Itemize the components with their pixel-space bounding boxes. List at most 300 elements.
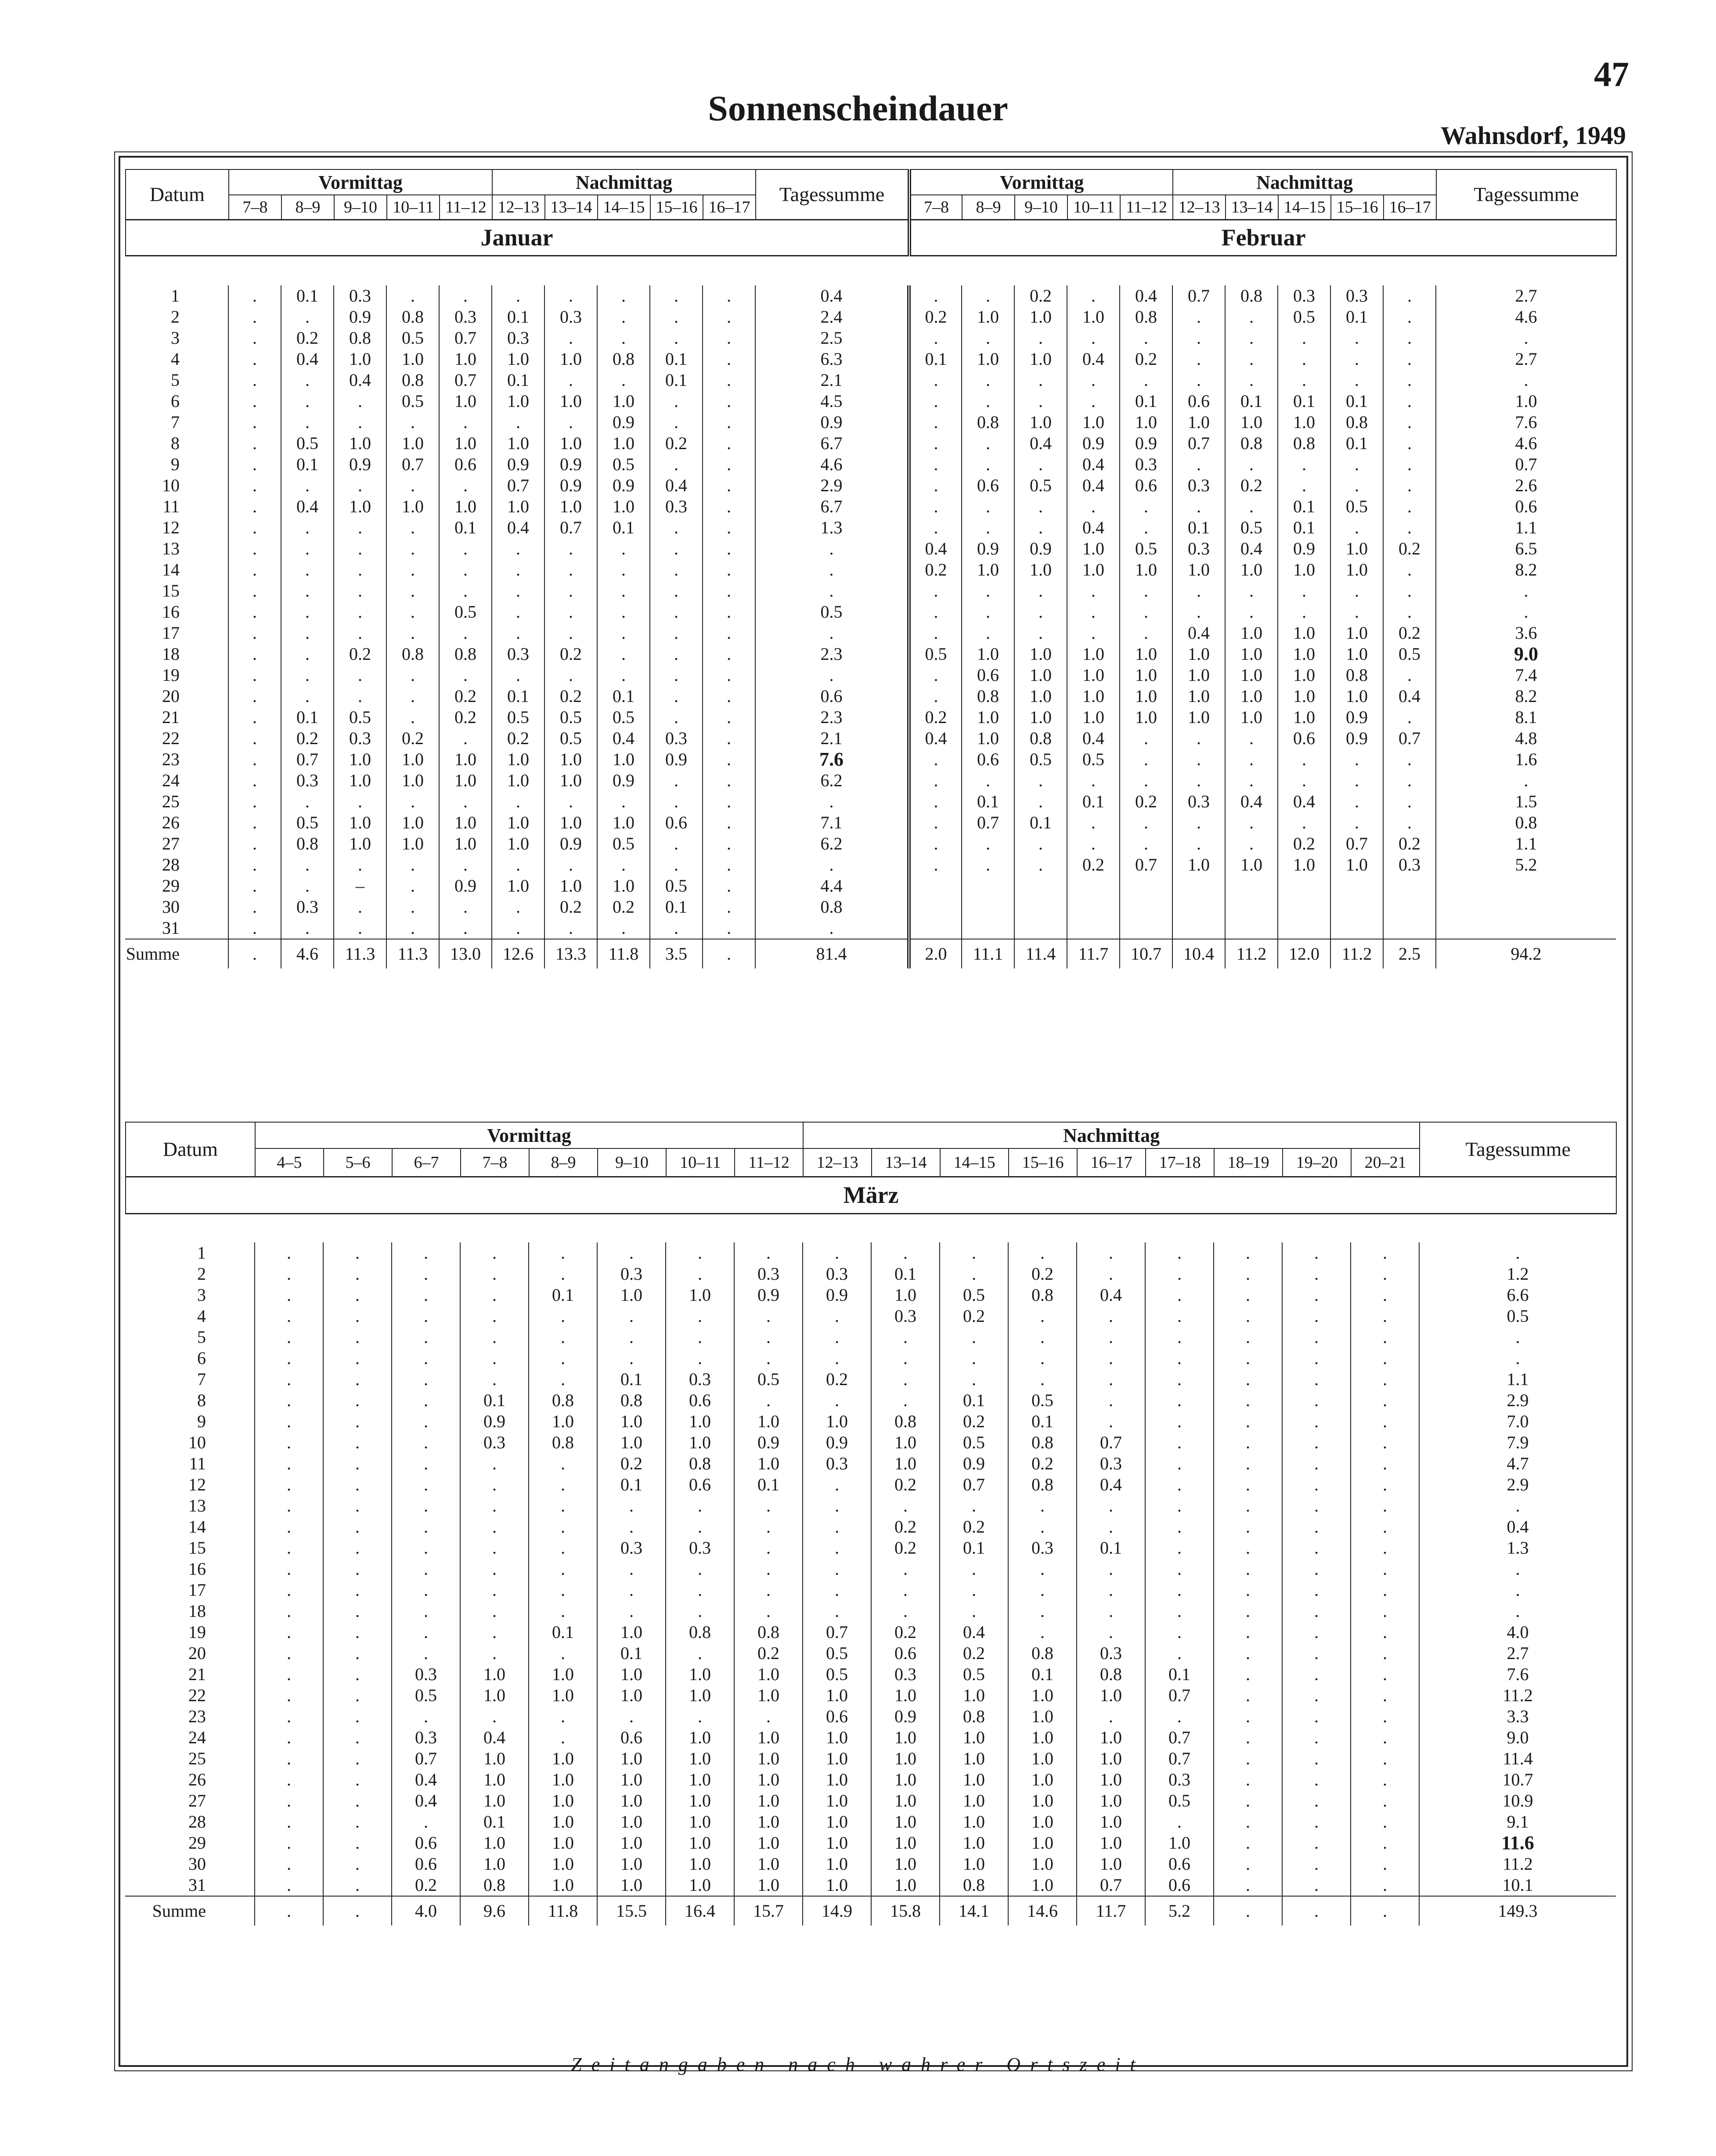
feb-hour-value: 0.3 [1278, 285, 1330, 306]
feb-hour-value: . [1330, 328, 1383, 349]
jan-hour-value: 0.6 [439, 454, 492, 475]
jan-hour-value: . [703, 875, 755, 896]
maerz-hour-value: . [1282, 1432, 1351, 1453]
maerz-hour-value: 0.3 [803, 1453, 871, 1474]
jan-daily-total: . [755, 580, 909, 601]
maerz-hour-value: . [1214, 1516, 1282, 1537]
maerz-hour-value: . [255, 1664, 323, 1685]
maerz-hour-value: . [1008, 1559, 1077, 1580]
maerz-hour-value: 0.7 [940, 1474, 1008, 1495]
maerz-hour-value: 0.3 [734, 1263, 803, 1285]
jan-hour-value: . [228, 791, 281, 812]
maerz-hour-value: 0.8 [666, 1622, 734, 1643]
jan-hour-value: 0.2 [544, 896, 597, 918]
jan-hour-value: 1.0 [386, 433, 439, 454]
maerz-hour-value: . [803, 1516, 871, 1537]
maerz-hour-value: . [1282, 1601, 1351, 1622]
feb-daily-total: 1.0 [1436, 391, 1616, 412]
jan-hour-value: 1.0 [544, 770, 597, 791]
jan-hour-value: . [228, 644, 281, 665]
feb-hour-value: 0.5 [909, 644, 962, 665]
jan-hour-value: 0.2 [544, 686, 597, 707]
feb-daily-total: 2.7 [1436, 349, 1616, 370]
feb-hour-value: 1.0 [1067, 559, 1120, 580]
maerz-hour-value: . [1145, 1285, 1214, 1306]
feb-hour-value: 0.3 [1383, 854, 1436, 875]
maerz-hour-value: . [1282, 1854, 1351, 1875]
maerz-daily-total: 7.6 [1419, 1664, 1616, 1685]
table-row [125, 1390, 1616, 1411]
jan-sum-value: 13.0 [439, 939, 492, 968]
feb-hour-value: . [1067, 833, 1120, 854]
maerz-daily-total: 2.9 [1419, 1474, 1616, 1495]
jan-hour-value: . [439, 896, 492, 918]
feb-hour-value: . [1278, 370, 1330, 391]
feb-hour-value: . [1014, 623, 1067, 644]
jan-hour-value: 1.0 [334, 812, 386, 833]
feb-hour-value [1278, 896, 1330, 918]
feb-hour-value: 1.0 [1014, 665, 1067, 686]
jan-hour-value: . [386, 791, 439, 812]
maerz-hour-value: . [255, 1348, 323, 1369]
table-row [125, 1369, 1616, 1390]
jan-sum-value: . [228, 939, 281, 968]
maerz-daily-total: 3.3 [1419, 1706, 1616, 1727]
maerz-hour-value: . [255, 1769, 323, 1790]
jan-hour-value: . [650, 517, 703, 538]
jan-hour-value: . [281, 306, 334, 328]
maerz-hour-value: . [1282, 1643, 1351, 1664]
maerz-hour-value: . [460, 1348, 529, 1369]
maerz-hour-header: 10–11 [666, 1148, 735, 1177]
maerz-hour-value: 0.7 [1145, 1748, 1214, 1769]
feb-hour-value: 1.0 [1330, 686, 1383, 707]
maerz-hour-value: 0.9 [871, 1706, 940, 1727]
maerz-hour-value: . [392, 1411, 460, 1432]
maerz-hour-value: . [597, 1327, 666, 1348]
jan-hour-value: 0.8 [439, 644, 492, 665]
jan-hour-value: . [703, 791, 755, 812]
row-date: 9 [197, 1411, 206, 1431]
row-date: 28 [188, 1812, 206, 1832]
maerz-hour-value: 1.0 [666, 1875, 734, 1896]
jan-sum-value: . [703, 939, 755, 968]
feb-daily-total [1436, 896, 1616, 918]
row-date: 26 [162, 813, 180, 832]
jan-hour-value: . [597, 538, 650, 559]
maerz-hour-value: . [734, 1348, 803, 1369]
feb-hour-value: 0.1 [1225, 391, 1278, 412]
maerz-hour-value: 1.0 [734, 1664, 803, 1685]
jan-hour-value: 0.4 [281, 349, 334, 370]
maerz-daily-total: 7.0 [1419, 1411, 1616, 1432]
feb-hour-value: . [1067, 285, 1120, 306]
feb-hour-value: 0.9 [1330, 728, 1383, 749]
maerz-hour-value: 0.3 [1077, 1453, 1145, 1474]
feb-hour-value: 1.0 [1225, 412, 1278, 433]
maerz-hour-value: 1.0 [1077, 1790, 1145, 1811]
feb-hour-value [1172, 896, 1225, 918]
feb-hour-value [1330, 896, 1383, 918]
maerz-hour-value: . [734, 1706, 803, 1727]
jan-hour-value: 0.5 [492, 707, 544, 728]
maerz-hour-value: 1.0 [803, 1748, 871, 1769]
feb-hour-value [1278, 918, 1330, 939]
maerz-hour-value: . [1077, 1306, 1145, 1327]
feb-daily-total: 4.8 [1436, 728, 1616, 749]
table-row [125, 349, 1616, 370]
maerz-hour-value: 0.4 [392, 1769, 460, 1790]
header-vormittag-feb: Vormittag [909, 169, 1173, 195]
jan-hour-value: . [703, 749, 755, 770]
jan-hour-value: 0.2 [597, 896, 650, 918]
table-row [125, 728, 1616, 749]
maerz-hour-value: 0.4 [1077, 1474, 1145, 1495]
maerz-hour-value: . [323, 1706, 392, 1727]
jan-hour-value: . [703, 349, 755, 370]
maerz-hour-value: . [529, 1327, 597, 1348]
table-row [125, 433, 1616, 454]
maerz-hour-value: . [1282, 1832, 1351, 1854]
feb-hour-header: 11–12 [1120, 195, 1173, 220]
feb-hour-value: . [1383, 559, 1436, 580]
table-row [125, 391, 1616, 412]
jan-hour-value: 0.7 [544, 517, 597, 538]
jan-hour-value: 1.0 [334, 433, 386, 454]
jan-hour-value: . [544, 918, 597, 939]
maerz-hour-value: 0.2 [392, 1875, 460, 1896]
maerz-hour-value: . [460, 1516, 529, 1537]
jan-hour-value: . [334, 601, 386, 623]
maerz-hour-header: 5–6 [324, 1148, 392, 1177]
row-date: 31 [188, 1875, 206, 1895]
maerz-daily-total: 9.1 [1419, 1811, 1616, 1832]
maerz-hour-value: . [1351, 1580, 1419, 1601]
feb-hour-value: . [909, 770, 962, 791]
maerz-hour-value: . [1077, 1242, 1145, 1263]
maerz-hour-value: . [1282, 1348, 1351, 1369]
feb-hour-value: . [1278, 328, 1330, 349]
maerz-hour-value: . [529, 1559, 597, 1580]
maerz-hour-header: 17–18 [1146, 1148, 1214, 1177]
maerz-hour-value: . [1145, 1306, 1214, 1327]
maerz-hour-value: . [1077, 1601, 1145, 1622]
jan-daily-total: 0.5 [755, 601, 909, 623]
maerz-hour-value: . [255, 1537, 323, 1559]
feb-hour-value: 1.0 [1225, 686, 1278, 707]
jan-hour-header: 7–8 [229, 195, 281, 220]
maerz-hour-value: . [1214, 1537, 1282, 1559]
feb-daily-total: 5.2 [1436, 854, 1616, 875]
feb-hour-value: 0.4 [1225, 791, 1278, 812]
march-data-table [125, 1242, 1616, 1926]
jan-hour-value: . [228, 391, 281, 412]
jan-hour-value: . [281, 623, 334, 644]
jan-hour-value: . [386, 707, 439, 728]
maerz-hour-value: . [255, 1790, 323, 1811]
maerz-hour-value: . [255, 1285, 323, 1306]
maerz-hour-value: . [1145, 1453, 1214, 1474]
jan-hour-value: 0.5 [544, 707, 597, 728]
jan-hour-value: . [597, 559, 650, 580]
jan-hour-value: . [703, 306, 755, 328]
sum-label: Summe [125, 939, 228, 968]
row-date: 21 [162, 707, 180, 727]
table-row [125, 601, 1616, 623]
feb-hour-value: 0.1 [1172, 517, 1225, 538]
maerz-hour-value: 0.7 [1077, 1875, 1145, 1896]
maerz-hour-value: 1.0 [597, 1769, 666, 1790]
feb-hour-value: . [1383, 601, 1436, 623]
feb-hour-value: . [1225, 454, 1278, 475]
jan-hour-value: 0.2 [439, 707, 492, 728]
jan-hour-value: . [334, 686, 386, 707]
jan-hour-value: . [228, 328, 281, 349]
maerz-hour-value: . [392, 1263, 460, 1285]
maerz-hour-value: . [1351, 1516, 1419, 1537]
row-date: 16 [162, 602, 180, 622]
feb-hour-value: 0.8 [962, 412, 1014, 433]
feb-hour-value [1225, 875, 1278, 896]
jan-hour-value: 1.0 [334, 770, 386, 791]
row-date: 7 [197, 1369, 206, 1389]
maerz-hour-value: . [392, 1537, 460, 1559]
maerz-hour-value: . [1282, 1748, 1351, 1769]
feb-daily-total: . [1436, 580, 1616, 601]
feb-hour-value: . [962, 391, 1014, 412]
maerz-sum-value: 15.8 [871, 1896, 940, 1926]
maerz-hour-value: . [1077, 1516, 1145, 1537]
jan-hour-value: . [650, 580, 703, 601]
feb-hour-value [1120, 875, 1172, 896]
maerz-hour-value: 0.4 [392, 1790, 460, 1811]
maerz-hour-value: . [1145, 1327, 1214, 1348]
maerz-hour-value: . [803, 1390, 871, 1411]
maerz-hour-value: . [392, 1601, 460, 1622]
feb-hour-value: . [1120, 601, 1172, 623]
jan-hour-value: . [439, 854, 492, 875]
feb-daily-total: 7.4 [1436, 665, 1616, 686]
maerz-hour-value: 0.1 [940, 1537, 1008, 1559]
jan-hour-value: . [703, 538, 755, 559]
jan-hour-value: 1.0 [439, 833, 492, 854]
maerz-sum-value: 11.7 [1077, 1896, 1145, 1926]
feb-hour-value: . [1172, 349, 1225, 370]
maerz-hour-value: . [1077, 1706, 1145, 1727]
feb-hour-value: . [1172, 496, 1225, 517]
maerz-hour-value: 1.0 [940, 1832, 1008, 1854]
maerz-hour-value: . [940, 1327, 1008, 1348]
jan-hour-value: . [228, 707, 281, 728]
maerz-hour-value: 1.0 [940, 1727, 1008, 1748]
maerz-hour-value: . [871, 1348, 940, 1369]
feb-hour-value: . [1278, 475, 1330, 496]
row-date: 29 [188, 1833, 206, 1853]
jan-hour-header: 10–11 [387, 195, 440, 220]
feb-hour-value: 0.6 [962, 749, 1014, 770]
table-row [125, 1706, 1616, 1727]
feb-hour-value: 0.6 [962, 475, 1014, 496]
jan-hour-value: 0.5 [544, 728, 597, 749]
jan-hour-value: . [597, 791, 650, 812]
maerz-hour-value: 1.0 [803, 1875, 871, 1896]
feb-hour-value: 0.4 [909, 538, 962, 559]
feb-sum-value: 12.0 [1278, 939, 1330, 968]
jan-daily-total: 0.6 [755, 686, 909, 707]
maerz-hour-value: 1.0 [871, 1285, 940, 1306]
maerz-hour-value: . [1008, 1601, 1077, 1622]
row-date: 8 [171, 433, 180, 453]
jan-hour-value: . [386, 538, 439, 559]
jan-hour-value: 0.9 [544, 833, 597, 854]
row-date: 17 [188, 1580, 206, 1600]
feb-hour-value: 0.1 [909, 349, 962, 370]
maerz-hour-value: . [940, 1369, 1008, 1390]
feb-hour-header: 14–15 [1278, 195, 1331, 220]
feb-hour-value [962, 918, 1014, 939]
feb-hour-value: 1.0 [1172, 412, 1225, 433]
jan-hour-value: . [228, 349, 281, 370]
feb-hour-value: 1.0 [1330, 854, 1383, 875]
jan-hour-value: 0.9 [650, 749, 703, 770]
maerz-daily-total: . [1419, 1348, 1616, 1369]
maerz-hour-value: 1.0 [871, 1748, 940, 1769]
jan-hour-value: . [492, 854, 544, 875]
maerz-hour-value: . [1351, 1559, 1419, 1580]
maerz-hour-value: 0.3 [460, 1432, 529, 1453]
feb-hour-value: 1.0 [962, 728, 1014, 749]
maerz-hour-value: . [666, 1306, 734, 1327]
maerz-hour-value: . [1214, 1306, 1282, 1327]
maerz-hour-value: . [1351, 1242, 1419, 1263]
feb-hour-value: 1.0 [1172, 854, 1225, 875]
jan-hour-value: . [703, 580, 755, 601]
table-row [125, 854, 1616, 875]
maerz-hour-value: 1.0 [940, 1748, 1008, 1769]
jan-hour-value: . [650, 644, 703, 665]
maerz-hour-value: 0.3 [392, 1727, 460, 1748]
maerz-hour-value: 1.0 [940, 1854, 1008, 1875]
jan-hour-value: 1.0 [334, 833, 386, 854]
jan-hour-value: . [228, 770, 281, 791]
maerz-hour-value: 1.0 [666, 1664, 734, 1685]
maerz-sum-value: 15.7 [734, 1896, 803, 1926]
jan-hour-value: 1.0 [386, 812, 439, 833]
maerz-hour-value: 0.2 [871, 1516, 940, 1537]
jan-sum-value: 11.3 [386, 939, 439, 968]
jan-hour-value: . [597, 601, 650, 623]
jan-hour-value: . [439, 538, 492, 559]
feb-hour-value: 0.2 [909, 559, 962, 580]
feb-sum-value: 11.2 [1225, 939, 1278, 968]
jan-hour-value: . [228, 665, 281, 686]
maerz-hour-value: . [529, 1706, 597, 1727]
jan-hour-value: . [544, 580, 597, 601]
maerz-hour-value: . [1282, 1390, 1351, 1411]
maerz-hour-value: . [1282, 1664, 1351, 1685]
row-date: 31 [162, 918, 180, 938]
feb-hour-value: . [909, 496, 962, 517]
maerz-hour-value: 1.0 [803, 1411, 871, 1432]
row-date: 21 [188, 1664, 206, 1684]
row-date: 12 [188, 1475, 206, 1494]
jan-hour-value: . [386, 517, 439, 538]
maerz-hour-value: . [529, 1242, 597, 1263]
jan-sum-value: 11.8 [597, 939, 650, 968]
row-date: 11 [189, 1454, 206, 1473]
jan-hour-value: 0.2 [334, 644, 386, 665]
feb-daily-total: 0.8 [1436, 812, 1616, 833]
jan-hour-value: . [703, 517, 755, 538]
row-date: 15 [162, 581, 180, 601]
jan-hour-value: 1.0 [492, 875, 544, 896]
maerz-hour-value: . [529, 1348, 597, 1369]
feb-hour-value [1120, 896, 1172, 918]
jan-hour-value: . [703, 918, 755, 939]
maerz-hour-value: . [1008, 1622, 1077, 1643]
maerz-hour-value: . [323, 1369, 392, 1390]
feb-hour-value: 1.0 [1014, 644, 1067, 665]
maerz-daily-total: 1.3 [1419, 1537, 1616, 1559]
maerz-hour-value: 0.1 [1077, 1537, 1145, 1559]
feb-daily-total: 8.1 [1436, 707, 1616, 728]
jan-hour-value: . [544, 854, 597, 875]
maerz-hour-value: . [1282, 1685, 1351, 1706]
maerz-hour-value: . [1282, 1769, 1351, 1790]
maerz-hour-value: 0.6 [1145, 1875, 1214, 1896]
maerz-hour-value: . [1214, 1453, 1282, 1474]
maerz-hour-value: 1.0 [1077, 1854, 1145, 1875]
maerz-hour-value: 1.0 [597, 1622, 666, 1643]
jan-hour-value: 0.3 [544, 306, 597, 328]
feb-hour-value: 0.4 [1014, 433, 1067, 454]
feb-hour-value: 0.4 [1278, 791, 1330, 812]
maerz-hour-value: 0.2 [1008, 1263, 1077, 1285]
row-date: 30 [162, 897, 180, 917]
feb-hour-value: . [909, 285, 962, 306]
jan-hour-value: 0.2 [439, 686, 492, 707]
maerz-hour-value: 0.9 [734, 1432, 803, 1453]
feb-hour-value: . [1014, 370, 1067, 391]
maerz-hour-value: . [1008, 1327, 1077, 1348]
maerz-hour-value: . [940, 1601, 1008, 1622]
maerz-hour-header: 6–7 [392, 1148, 461, 1177]
feb-hour-value: . [1225, 833, 1278, 854]
maerz-hour-value: . [392, 1348, 460, 1369]
maerz-hour-value: 1.0 [803, 1832, 871, 1854]
jan-hour-value: . [703, 433, 755, 454]
maerz-hour-value: 0.1 [597, 1643, 666, 1664]
jan-hour-value: 1.0 [386, 833, 439, 854]
feb-hour-value: 0.8 [1278, 433, 1330, 454]
table-row [125, 1432, 1616, 1453]
maerz-hour-value: 0.7 [1077, 1432, 1145, 1453]
jan-hour-value: . [597, 918, 650, 939]
maerz-sum-value: 14.6 [1008, 1896, 1077, 1926]
row-date: 7 [171, 412, 180, 432]
table-row [125, 1832, 1616, 1854]
jan-hour-header: 8–9 [281, 195, 334, 220]
feb-hour-value: 0.7 [962, 812, 1014, 833]
maerz-hour-value: 1.0 [1008, 1706, 1077, 1727]
feb-hour-value: 1.0 [1278, 686, 1330, 707]
maerz-hour-value: 1.0 [1077, 1769, 1145, 1790]
table-row [125, 1285, 1616, 1306]
maerz-hour-value: . [255, 1242, 323, 1263]
maerz-hour-value: . [460, 1263, 529, 1285]
feb-hour-value: 1.0 [1172, 665, 1225, 686]
jan-sum-value: 81.4 [755, 939, 909, 968]
